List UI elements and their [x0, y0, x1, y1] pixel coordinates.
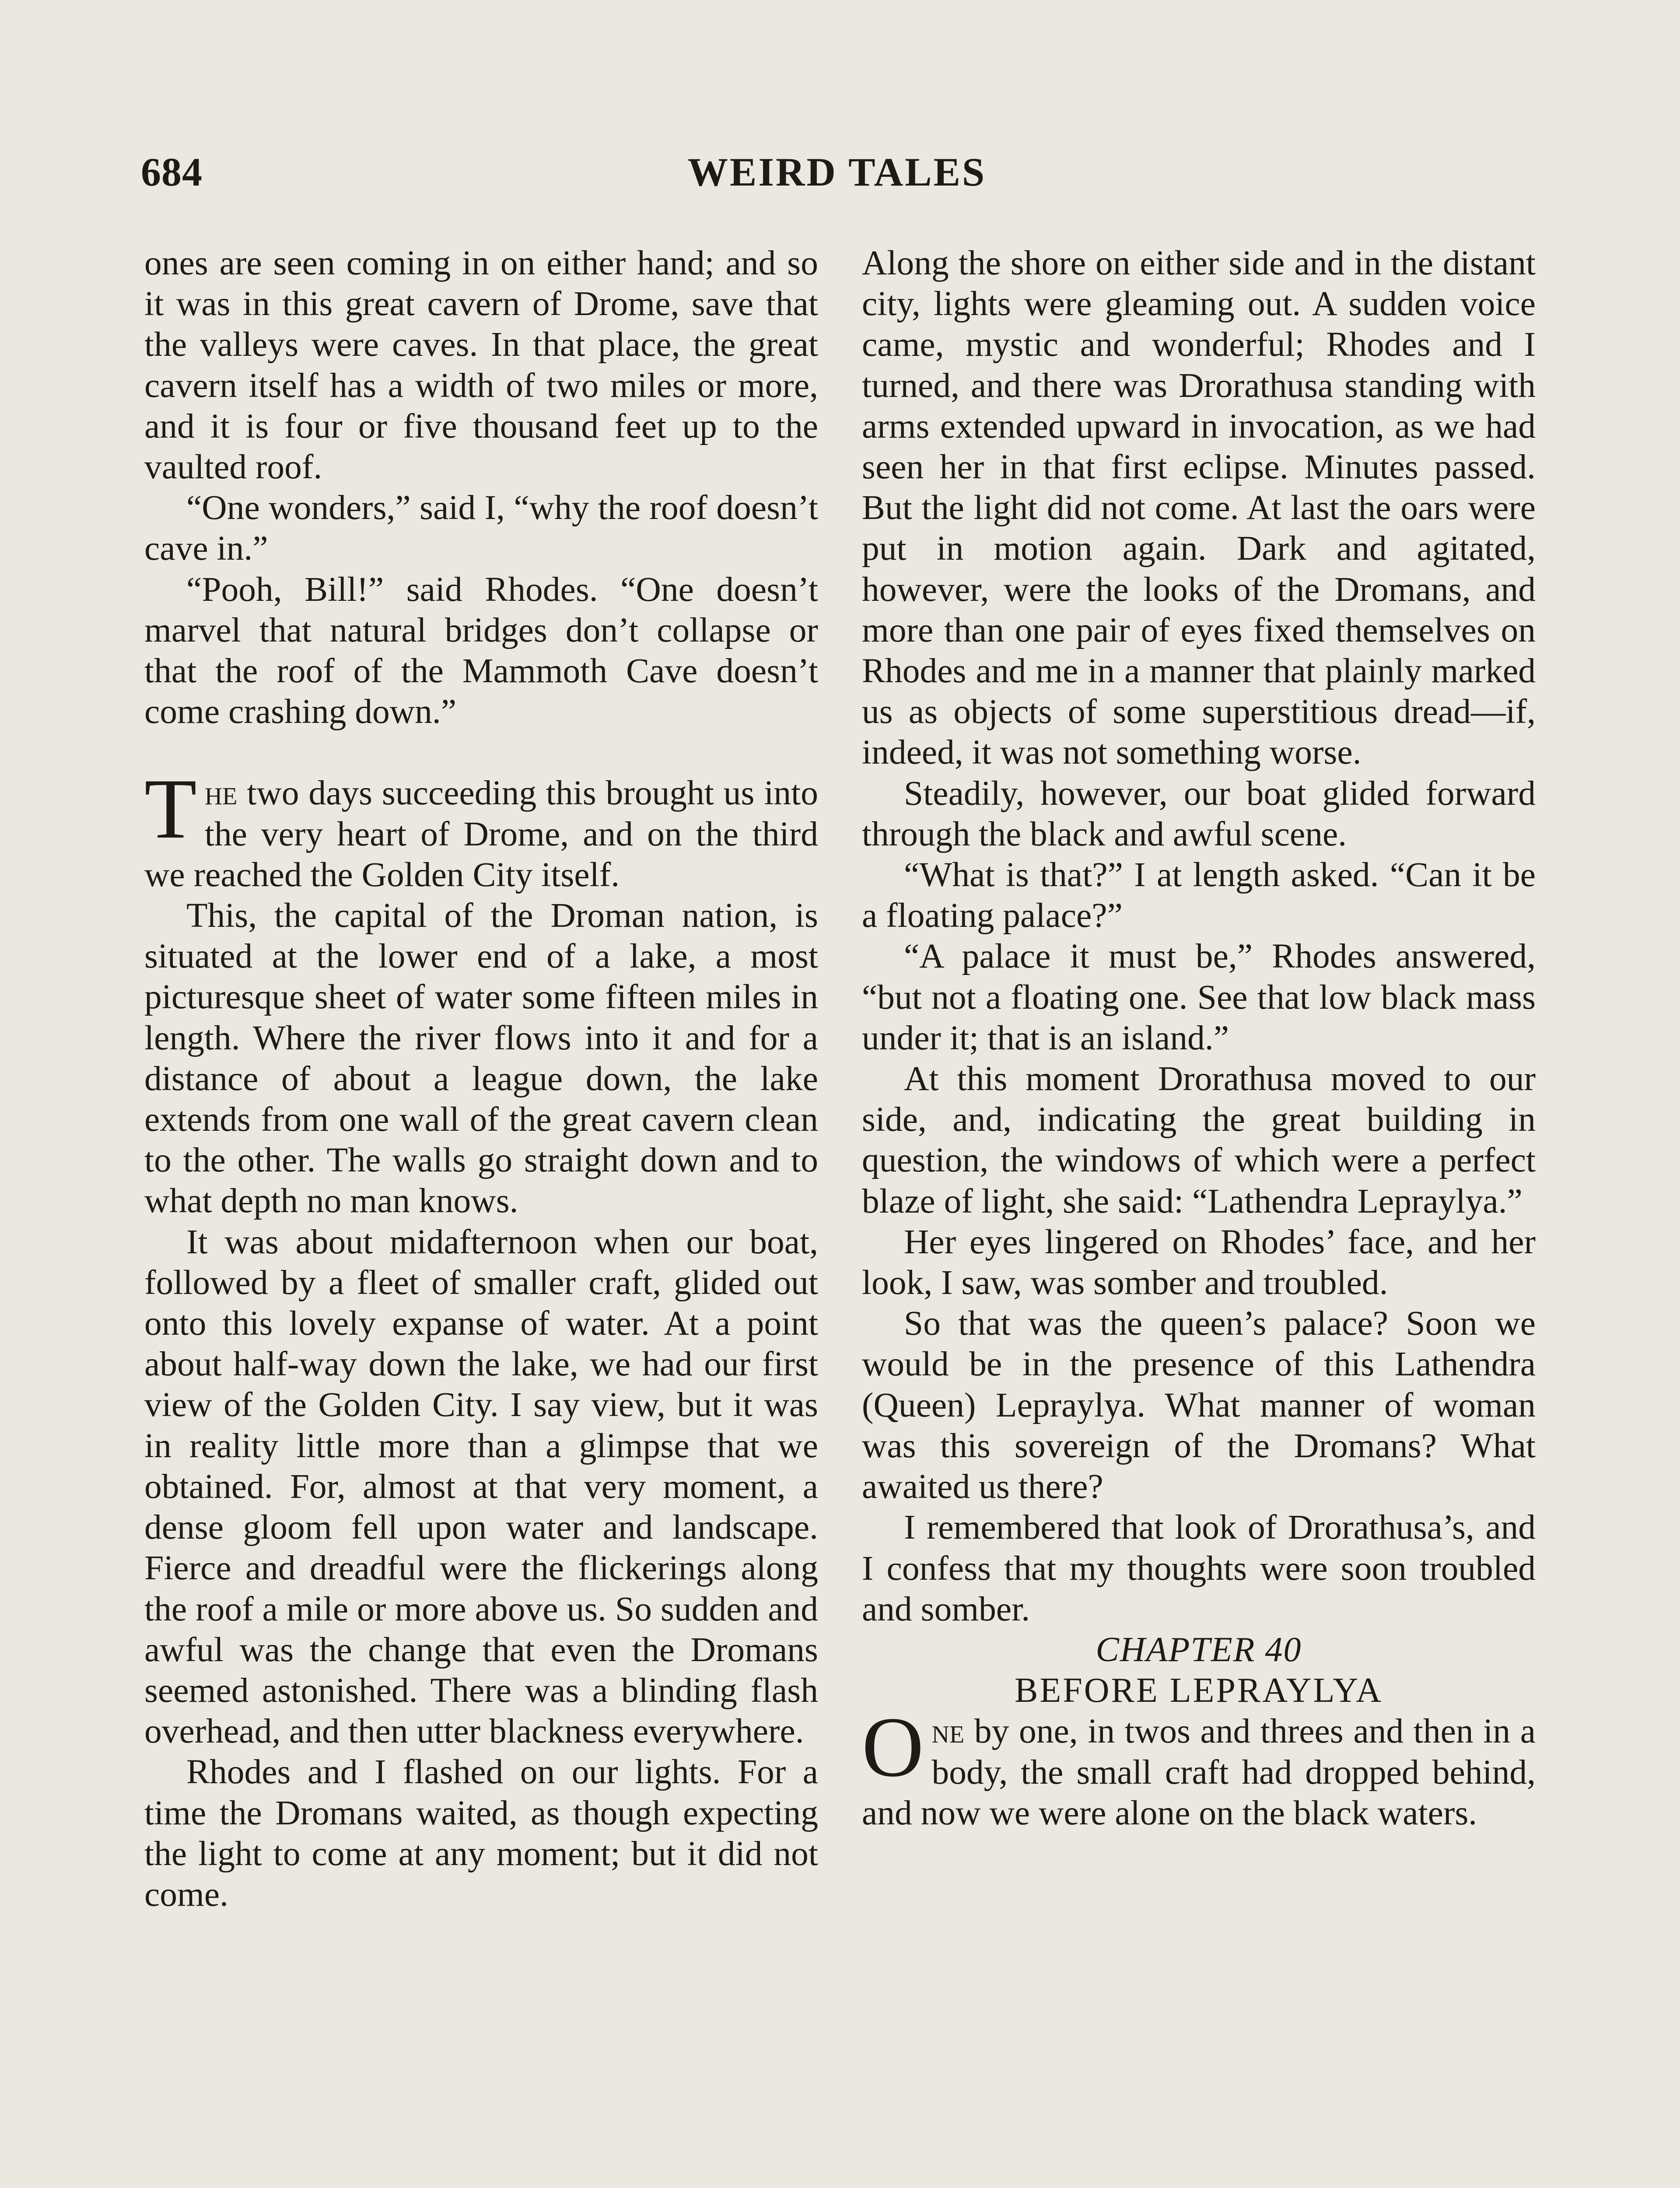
chapter-number: CHAPTER 40 [1096, 1630, 1302, 1669]
paragraph: At this moment Drorathusa moved to our side, and, indicating the great building in question, the windows of which were a perfect blaze of light, she said: “Lathendra Lepraylya.” [862, 1059, 1536, 1220]
paragraph: Her eyes lingered on Rhodes’ face, and her look, I saw, was somber and troubled. [862, 1222, 1536, 1302]
paragraph-text: two days succeeding this brought us into the very heart of Drome, and on the third we reached the Golden City itself. [144, 774, 818, 894]
chapter-title: BEFORE LEPRAYLYA [1014, 1671, 1383, 1710]
paragraph: Steadily, however, our boat glided forward through the black and awful scene. [862, 774, 1536, 853]
paragraph: Rhodes and I flashed on our lights. For a time the Dromans waited, as though expecting the light to come at any moment; but it did not come. [144, 1753, 818, 1914]
paragraph-text: by one, in twos and threes and then in a body, the small craft had dropped behind, and now we were alone on the black waters. [862, 1712, 1536, 1832]
left-column [144, 243, 818, 1915]
paragraph: ones are seen coming in on either hand; and so it was in this great cavern of Drome, save that the valleys were caves. In that place, the great cavern itself has a width of two miles or more, and it is four or five thousand feet up to the vaulted roof. [144, 244, 818, 487]
paragraph: This, the capital of the Droman nation, is situated at the lower end of a lake, a most picturesque sheet of water some fifteen miles in length. Where the river flows into it and for a distance of about a league down, the lake extends from one wall of the great cavern clean to the other. The walls go straight down and to what depth no man knows. [144, 896, 818, 1220]
paragraph: “A palace it must be,” Rhodes answered, “but not a floating one. See that low black mass under it; that is an island.” [862, 937, 1536, 1057]
small-caps-lead: ne [931, 1712, 965, 1751]
paragraph: So that was the queen’s palace? Soon we would be in the presence of this Lathendra (Queen) Lepraylya. What manner of woman was this sovereign of the Dromans? What awaited us there? [862, 1304, 1536, 1506]
drop-cap: T [144, 761, 197, 857]
page-header [141, 149, 1533, 201]
small-caps-lead: he [204, 774, 238, 813]
magazine-title: WEIRD TALES [687, 150, 987, 194]
paragraph: “What is that?” I at length asked. “Can it be a floating palace?” [862, 856, 1536, 935]
paragraph: “Pooh, Bill!” said Rhodes. “One doesn’t marvel that natural bridges don’t collapse or that the roof of the Mammoth Cave doesn’t come crashing down.” [144, 570, 818, 731]
chapter-opening-paragraph [862, 1700, 1536, 1834]
right-column [862, 243, 1536, 1834]
section-start-paragraph [144, 761, 818, 895]
paragraph: Along the shore on either side and in the distant city, lights were gleaming out. A sudden voice came, mystic and wonderful; Rhodes and I turned, and there was Drorathusa standing with arms extended upward in invocation, as we had seen her in that first eclipse. Minutes passed. But the light did not come. At last the oars were put in motion again. Dark and agitated, however, were the looks of the Dromans, and more than one pair of eyes fixed themselves on Rhodes and me in a manner that plainly marked us as objects of some superstitious dread—if, indeed, it was not something worse. [862, 244, 1536, 772]
paragraph: “One wonders,” said I, “why the roof doesn’t cave in.” [144, 488, 818, 568]
page-number: 684 [141, 150, 203, 194]
drop-cap: O [862, 1700, 924, 1795]
paragraph: It was about midafternoon when our boat, followed by a fleet of smaller craft, glided out onto this lovely expanse of water. At a point about half-way down the lake, we had our first view of the Golden City. I say view, but it was in reality little more than a glimpse that we obtained. For, almost at that very moment, a dense gloom fell upon water and landscape. Fierce and dreadful were the flickerings along the roof a mile or more above us. So sudden and awful was the change that even the Dromans seemed astonished. There was a blinding flash overhead, and then utter blackness everywhere. [144, 1222, 818, 1751]
paragraph: I remembered that look of Drorathusa’s, and I confess that my thoughts were soon troubled and somber. [862, 1508, 1536, 1628]
